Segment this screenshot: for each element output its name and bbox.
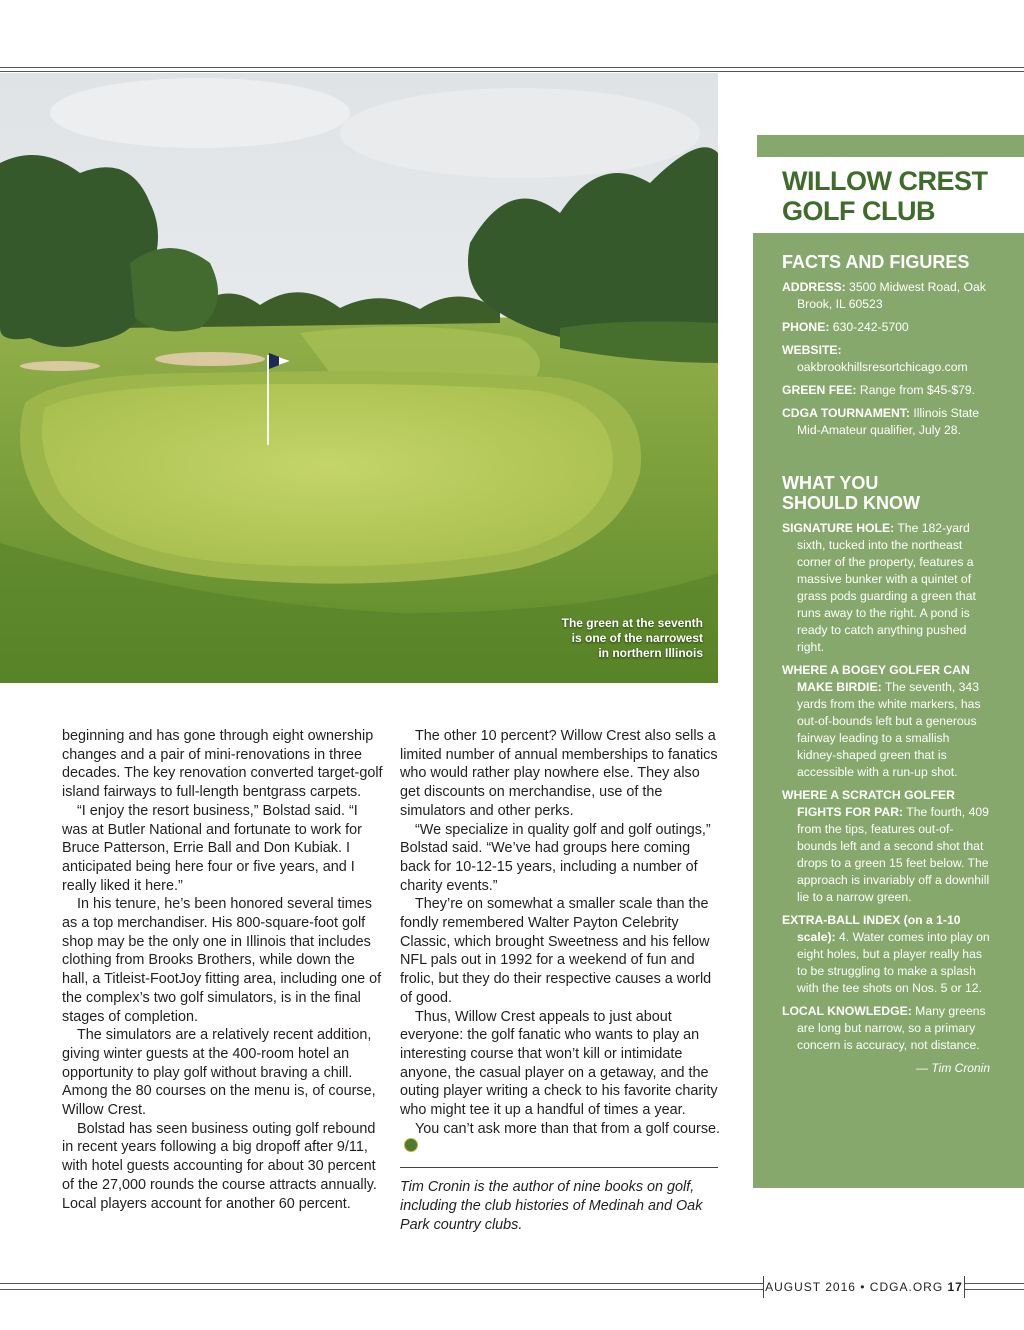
know-text: The 182-yard sixth, tucked into the northeast corner of the property, features a massive bunker with a quintet of grass pods guarding a green that runs away to the right. A pond is ready to catch anything pushed right. xyxy=(797,521,976,654)
top-rule xyxy=(0,67,1024,68)
sidebar-title xyxy=(782,166,1022,226)
paragraph-text: You can’t ask more than that from a golf course. xyxy=(415,1120,721,1137)
fact-text: oakbrookhillsresortchicago.com xyxy=(797,360,968,374)
know-label: WHERE A SCRATCH GOLFER FIGHTS FOR PAR: xyxy=(782,788,955,819)
paragraph: They’re on somewhat a smaller scale than the fondly remembered Walter Payton Celebrity Classic, which brought Sweetness and his fellow NFL pals out in 1992 for a weekend of fun and frolic, but they do their respective causes a world of good. xyxy=(400,896,712,1006)
fact-text: Illinois State Mid-Amateur qualifier, July 28. xyxy=(797,406,980,437)
paragraph: In his tenure, he’s been honored several times as a top merchandiser. His 800-square-foot golf shop may be the only one in Illinois that includes clothing from Brooks Brothers, while down the hall, a Titleist-FootJoy fitting area, including one of the complex’s two golf simulators, is in the final stages of completion. xyxy=(62,896,382,1025)
course-photo xyxy=(0,73,718,683)
photo-caption xyxy=(562,616,703,661)
fact-text: 630-242-5700 xyxy=(832,320,909,334)
fact-item xyxy=(782,279,990,313)
sidebar-top-bar xyxy=(757,135,1024,157)
know-text: The fourth, 409 from the tips, features out-of-bounds left and a second shot that drops to a green 15 feet below. The approach is invariably off a downhill lie to a narrow green. xyxy=(797,805,990,904)
know-heading-line: WHAT YOU xyxy=(782,473,879,493)
know-label: WHERE A BOGEY GOLFER CAN MAKE BIRDIE: xyxy=(782,663,970,694)
paragraph: Bolstad has seen business outing golf rebound in recent years following a big dropoff after 9/11, with hotel guests accounting for about 30 percent of the 27,000 rounds the course attracts annually. Local players account for another 60 percent. xyxy=(62,1120,377,1212)
know-heading-line: SHOULD KNOW xyxy=(782,493,920,513)
caption-line: is one of the narrowest xyxy=(571,631,703,645)
sidebar-spacer xyxy=(782,445,990,473)
paragraph: beginning and has gone through eight ownership changes and a pair of mini-renovations in three decades. The key renovation converted target-golf island fairways to full-length bentgrass carpets. xyxy=(62,728,383,801)
paragraph: The simulators are a relatively recent addition, giving winter guests at the 400-room hotel an opportunity to play golf without braving a chill. Among the 80 courses on the menu is, of course, Willow Crest. xyxy=(62,1027,376,1119)
know-item xyxy=(782,520,990,656)
article-column-2 xyxy=(400,727,722,1234)
know-text: 4. Water comes into play on eight holes, but a player really has to be struggling to make a splash with the tee shots on Nos. 5 or 12. xyxy=(797,930,990,995)
bio-divider xyxy=(400,1167,718,1168)
sidebar-content xyxy=(782,252,990,1076)
fact-label: CDGA TOURNAMENT: xyxy=(782,406,910,420)
paragraph: “We specialize in quality golf and golf outings,” Bolstad said. “We’ve had groups here coming back for 10-12-15 years, including a number of charity events.” xyxy=(400,821,711,894)
fact-item xyxy=(782,405,990,439)
know-heading xyxy=(782,473,990,513)
top-rule-inner xyxy=(0,71,1024,72)
fact-text: Range from $45-$79. xyxy=(859,383,976,397)
paragraph: “I enjoy the resort business,” Bolstad said. “I was at Butler National and fortunate to work for Bruce Patterson, Errie Ball and Don Kubiak. I anticipated being here four or five years, and I really liked it here.” xyxy=(62,802,362,894)
fact-item xyxy=(782,382,990,399)
fact-item xyxy=(782,319,990,336)
know-label: LOCAL KNOWLEDGE: xyxy=(782,1004,912,1018)
know-item xyxy=(782,662,990,781)
fact-label: WEBSITE: xyxy=(782,343,842,357)
caption-line: in northern Illinois xyxy=(598,646,703,660)
facts-heading: FACTS AND FIGURES xyxy=(782,252,970,272)
fact-text: 3500 Midwest Road, Oak Brook, IL 60523 xyxy=(797,280,986,311)
know-label: SIGNATURE HOLE: xyxy=(782,521,895,535)
know-item xyxy=(782,912,990,997)
folio-issue: AUGUST 2016 • CDGA.ORG xyxy=(765,1280,944,1294)
fact-label: GREEN FEE: xyxy=(782,383,857,397)
know-text: The seventh, 343 yards from the white markers, has out-of-bounds left but a generous fairway leading to a smallish kidney-shaped green that is accessible with a run-up shot. xyxy=(797,680,981,779)
fact-item xyxy=(782,342,990,376)
know-text: Many greens are long but narrow, so a primary concern is accuracy, not distance. xyxy=(797,1004,986,1052)
paragraph: Thus, Willow Crest appeals to just about everyone: the golf fanatic who wants to play an interesting course that won’t kill or intimidate anyone, the casual player on a getaway, and the outing player writing a check to his favorite charity who might tee it up a handful of times a year. xyxy=(400,1008,718,1119)
know-item xyxy=(782,787,990,906)
paragraph: The other 10 percent? Willow Crest also sells a limited number of annual memberships to fanatics who would rather play nowhere else. They also get discounts on merchandise, use of the simulators and other perks. xyxy=(400,728,718,819)
sidebar-title-line: GOLF CLUB xyxy=(782,196,935,226)
know-item xyxy=(782,1003,990,1054)
caption-line: The green at the seventh xyxy=(561,616,703,630)
fact-label: ADDRESS: xyxy=(782,280,846,294)
paragraph-final xyxy=(400,1120,722,1157)
end-mark-icon xyxy=(404,1138,418,1152)
fact-label: PHONE: xyxy=(782,320,830,334)
folio xyxy=(763,1276,965,1298)
know-label: EXTRA-BALL INDEX (on a 1-10 scale): xyxy=(782,913,961,944)
sidebar-title-line: WILLOW CREST xyxy=(782,166,988,196)
sidebar-signature: — Tim Cronin xyxy=(916,1061,990,1075)
author-bio: Tim Cronin is the author of nine books on golf, including the club histories of Medinah and Oak Park country clubs. xyxy=(400,1179,703,1233)
page-number: 17 xyxy=(947,1280,963,1294)
article-column-1 xyxy=(62,727,384,1213)
